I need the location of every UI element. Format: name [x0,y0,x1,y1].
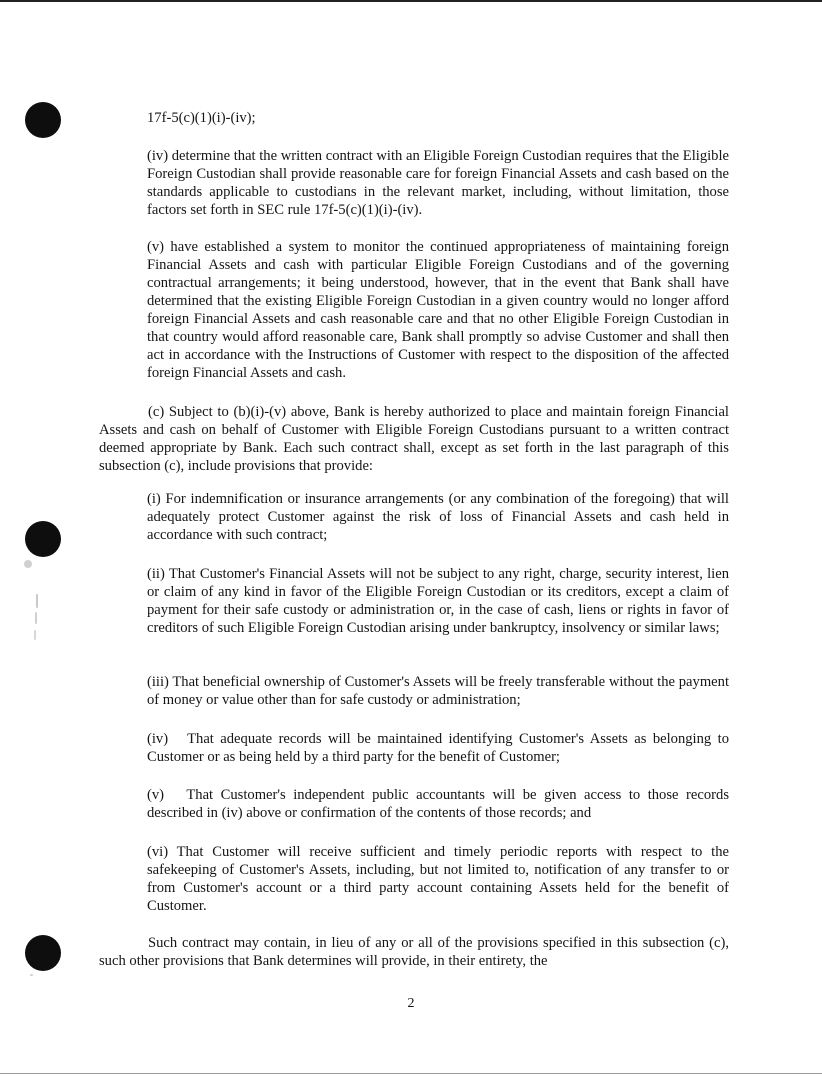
punch-hole-top [25,102,61,138]
scan-speck [36,594,38,608]
page-number: 2 [407,996,415,1011]
punch-hole-middle [25,521,61,557]
scan-speck [30,974,33,976]
provision-ii: (ii) That Customer's Financial Assets will not be subject to any right, charge, security interest, lien or claim of any kind in favor of the Eligible Foreign Custodian or its creditors, except a claim of payment for their safe custody or administration or, in the case of cash, liens or rights in favor of creditors of such Eligible Foreign Custodian arising under bankruptcy, insolvency or similar laws; [147,566,729,636]
reference-line: 17f-5(c)(1)(i)-(iv); [147,110,256,126]
provision-iii: (iii) That beneficial ownership of Customer's Assets will be freely transferable without the payment of money or value other than for safe custody or administration; [147,674,729,708]
paragraph-v: (v) have established a system to monitor the continued appropriateness of maintaining foreign Financial Assets and cash with particular Eligible Foreign Custodians and of the governing contractual arrangements; it being understood, however, that in the event that Bank shall have determined that the existing Eligible Foreign Custodian in a given country would no longer afford foreign Financial Assets and cash reasonable care and that no other Eligible Foreign Custodian in that country would afford reasonable care, Bank shall promptly so advise Customer and shall then act in accordance with the Instructions of Customer with respect to the disposition of the affected foreign Financial Assets and cash. [147,239,729,381]
provision-i: (i) For indemnification or insurance arrangements (or any combination of the foregoing) that will adequately protect Customer against the risk of loss of Financial Assets and cash held in accordance with such contract; [147,491,729,543]
top-edge-rule [0,0,822,2]
scan-speck [35,612,37,624]
provision-v: (v) That Customer's independent public accountants will be given access to those records described in (iv) above or confirmation of the contents of those records; and [147,787,729,821]
provision-vi: (vi) That Customer will receive sufficient and timely periodic reports with respect to the safekeeping of Customer's Assets, including, but not limited to, notification of any transfer to or from Customer's account or a third party account containing Assets held for the benefit of Customer. [147,844,729,914]
scan-speck [34,630,36,640]
scan-speck [24,560,32,568]
closing-paragraph: Such contract may contain, in lieu of any or all of the provisions specified in this subsection (c), such other provisions that Bank determines will provide, in their entirety, the [99,935,729,969]
bottom-edge-rule [0,1073,822,1074]
provision-iv: (iv) That adequate records will be maintained identifying Customer's Assets as belonging to Customer or as being held by a third party for the benefit of Customer; [147,731,729,765]
paragraph-iv: (iv) determine that the written contract with an Eligible Foreign Custodian requires that the Eligible Foreign Custodian shall provide reasonable care for foreign Financial Assets and cash based on the standards applicable to custodians in the relevant market, including, without limitation, those factors set forth in SEC rule 17f-5(c)(1)(i)-(iv). [147,148,729,218]
paragraph-c: (c) Subject to (b)(i)-(v) above, Bank is hereby authorized to place and maintain foreign Financial Assets and cash on behalf of Customer with Eligible Foreign Custodians pursuant to a written contract deemed appropriate by Bank. Each such contract shall, except as set forth in the last paragraph of this subsection (c), include provisions that provide: [99,404,729,474]
punch-hole-bottom [25,935,61,971]
